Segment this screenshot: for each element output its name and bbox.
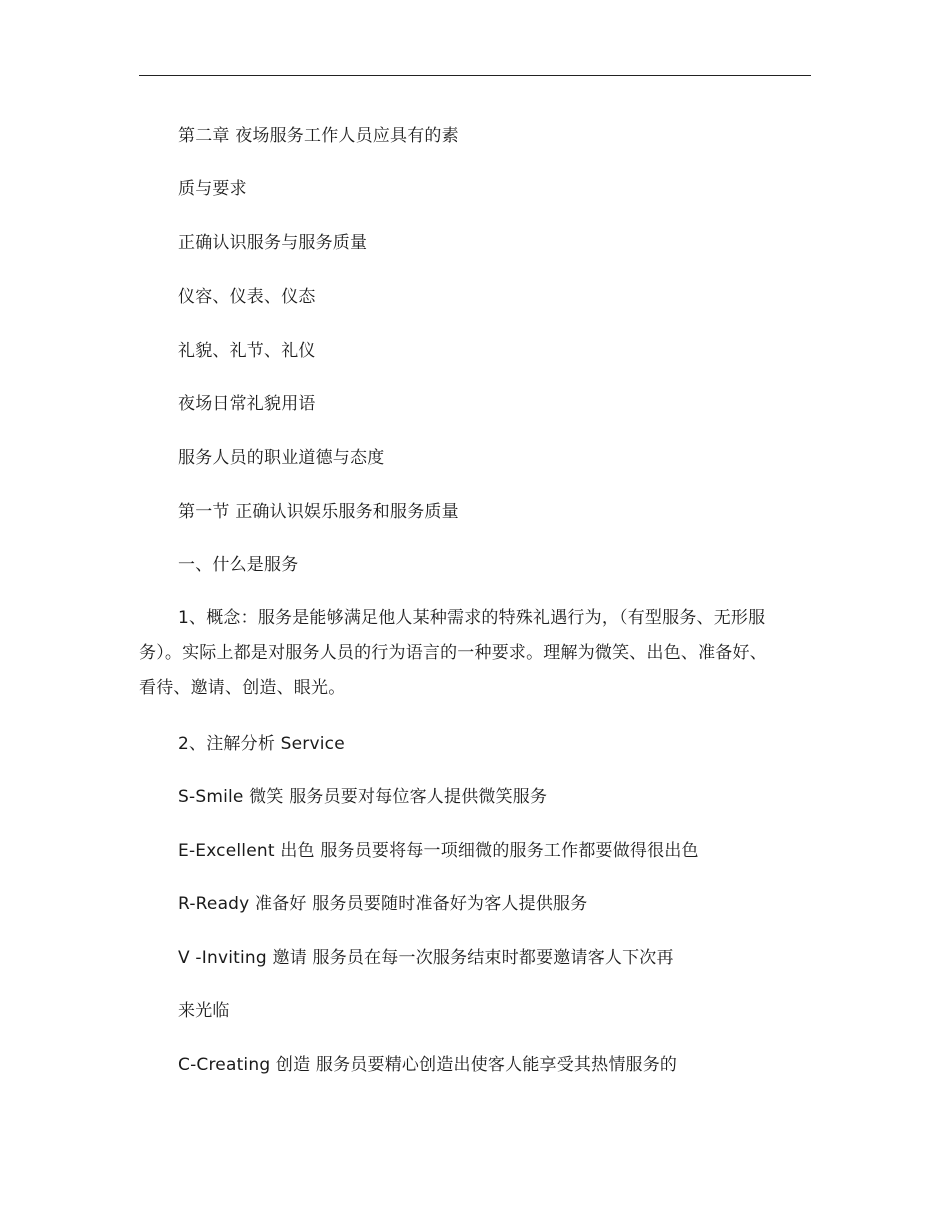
chapter-heading-line-2: 质与要求 [178,179,247,199]
analysis-item-inviting: V -Inviting 邀请 服务员在每一次服务结束时都要邀请客人下次再 [178,948,674,968]
outline-item: 夜场日常礼貌用语 [178,394,316,414]
analysis-item-smile: S-Smile 微笑 服务员要对每位客人提供微笑服务 [178,787,548,807]
concept-paragraph: 1、概念：服务是能够满足他人某种需求的特殊礼遇行为，（有型服务、无形服务）。实际上都是对服务人员的行为语言的一种要求。理解为微笑、出色、准备好、看待、邀请、创造、眼光。 [139,608,767,698]
analysis-item-ready: R-Ready 准备好 服务员要随时准备好为客人提供服务 [178,894,588,914]
outline-item: 服务人员的职业道德与态度 [178,448,385,468]
header-rule [139,75,811,76]
analysis-item-creating: C-Creating 创造 服务员要精心创造出使客人能享受其热情服务的 [178,1055,678,1075]
outline-item: 礼貌、礼节、礼仪 [178,341,316,361]
analysis-item-excellent: E-Excellent 出色 服务员要将每一项细微的服务工作都要做得很出色 [178,841,699,861]
analysis-heading: 2、注解分析 Service [178,734,345,754]
analysis-item-inviting-continued: 来光临 [178,1001,230,1021]
subsection-heading: 一、什么是服务 [178,555,299,575]
section-heading: 第一节 正确认识娱乐服务和服务质量 [178,502,459,522]
chapter-heading-line-1: 第二章 夜场服务工作人员应具有的素 [178,126,459,146]
outline-item: 正确认识服务与服务质量 [178,233,368,253]
outline-item: 仪容、仪表、仪态 [178,287,316,307]
